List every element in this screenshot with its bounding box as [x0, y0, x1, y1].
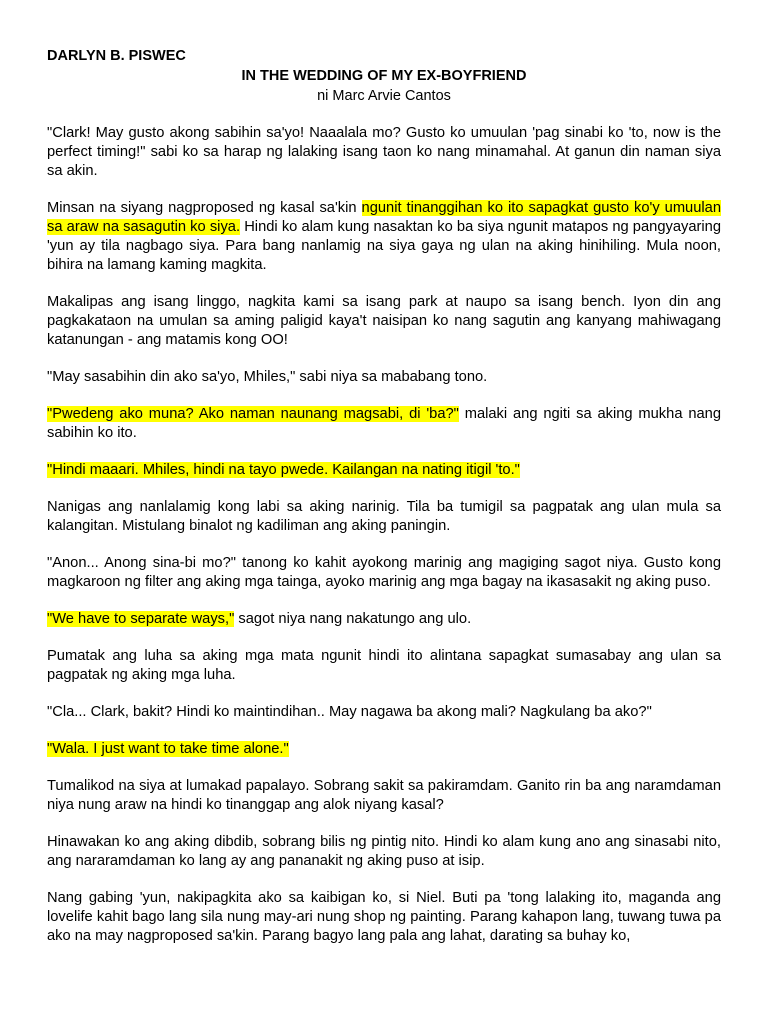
paragraph-text: Hindi ko alam kung nasaktan ko ba siya ngunit matapos ng pangyayaring 'yun ay tila nagbago siya. Para bang nanlamig na siya gaya ng ulan na aking hinihiling. Mula noon, bihira na lamang kaming magkita. [47, 219, 721, 273]
highlighted-text: "Wala. I just want to take time alone." [47, 741, 289, 757]
story-paragraph [47, 554, 721, 592]
paragraph-text: malaki ang ngiti sa aking mukha nang sabihin ko ito. [47, 406, 721, 441]
paragraph-text: Pumatak ang luha sa aking mga mata ngunit hindi ito alintana sapagkat sumasabay ang ulan sa pagpatak ng aking mga luha. [47, 648, 721, 683]
paragraph-text: sagot niya nang nakatungo ang ulo. [234, 611, 472, 627]
story-paragraph [47, 461, 721, 480]
paragraph-text: Hinawakan ko ang aking dibdib, sobrang bilis ng pintig nito. Hindi ko alam kung ano ang sinasabi nito, ang nararamdaman ko lang ay ang pananakit ng aking puso at isip. [47, 834, 721, 869]
story-paragraph [47, 498, 721, 536]
story-paragraph [47, 740, 721, 759]
paragraph-text: "May sasabihin din ako sa'yo, Mhiles," sabi niya sa mababang tono. [47, 369, 488, 385]
highlighted-text: "Hindi maaari. Mhiles, hindi na tayo pwede. Kailangan na nating itigil 'to." [47, 462, 520, 478]
paragraph-text: Makalipas ang isang linggo, nagkita kami sa isang park at naupo sa isang bench. Iyon din ang pagkakataon na umulan sa aming paligid kaya't naisipan ko nang sagutin ang kanyang mahiwagang katanungan - ang matamis kong OO! [47, 294, 721, 348]
story-byline: ni Marc Arvie Cantos [317, 88, 451, 104]
story-paragraph [47, 293, 721, 350]
highlighted-text: "Pwedeng ako muna? Ako naman naunang magsabi, di 'ba?" [47, 406, 459, 422]
paragraph-text: "Cla... Clark, bakit? Hindi ko maintindihan.. May nagawa ba akong mali? Nagkulang ba ako?" [47, 704, 652, 720]
highlighted-text: ngunit tinanggihan ko ito sapagkat gusto ko'y umuulan sa araw na sasagutin ko siya. [47, 200, 721, 235]
story-paragraph [47, 199, 721, 275]
story-paragraph [47, 610, 721, 629]
paragraph-text: "Clark! May gusto akong sabihin sa'yo! Naaalala mo? Gusto ko umuulan 'pag sinabi ko 'to, now is the perfect timing!" sabi ko sa harap ng lalaking isang taon ko nang minamahal. At ganun din naman siya sa akin. [47, 125, 721, 179]
paragraph-text: Nanigas ang nanlalamig kong labi sa aking narinig. Tila ba tumigil sa pagpatak ang ulan mula sa kalangitan. Mistulang binalot ng kadiliman ang aking paningin. [47, 499, 721, 534]
author-name: DARLYN B. PISWEC [47, 48, 186, 64]
story-paragraph [47, 889, 721, 946]
paragraph-text: Tumalikod na siya at lumakad papalayo. Sobrang sakit sa pakiramdam. Ganito rin ba ang naramdaman niya nung araw na hindi ko tinanggap ang alok niyang kasal? [47, 778, 721, 813]
paragraph-text: Minsan na siyang nagproposed ng kasal sa'kin [47, 200, 362, 216]
story-body [47, 124, 721, 946]
story-paragraph [47, 405, 721, 443]
paragraph-text: "Anon... Anong sina-bi mo?" tanong ko kahit ayokong marinig ang magiging sagot niya. Gusto kong magkaroon ng filter ang aking mga tainga, ayoko marinig ang mga bagay na ikasasakit ng aking puso. [47, 555, 721, 590]
story-title: IN THE WEDDING OF MY EX-BOYFRIEND [241, 68, 527, 84]
story-paragraph [47, 703, 721, 722]
story-paragraph [47, 368, 721, 387]
story-paragraph [47, 833, 721, 871]
highlighted-text: "We have to separate ways," [47, 611, 235, 627]
story-paragraph [47, 124, 721, 181]
story-paragraph [47, 647, 721, 685]
paragraph-text: Nang gabing 'yun, nakipagkita ako sa kaibigan ko, si Niel. Buti pa 'tong lalaking ito, maganda ang lovelife kahit bago lang sila nung may-ari nung shop ng painting. Parang kahapon lang, tuwang tuwa pa ako na may nagproposed sa'kin. Parang bagyo lang pala ang lahat, darating sa buhay ko, [47, 890, 721, 944]
story-paragraph [47, 777, 721, 815]
